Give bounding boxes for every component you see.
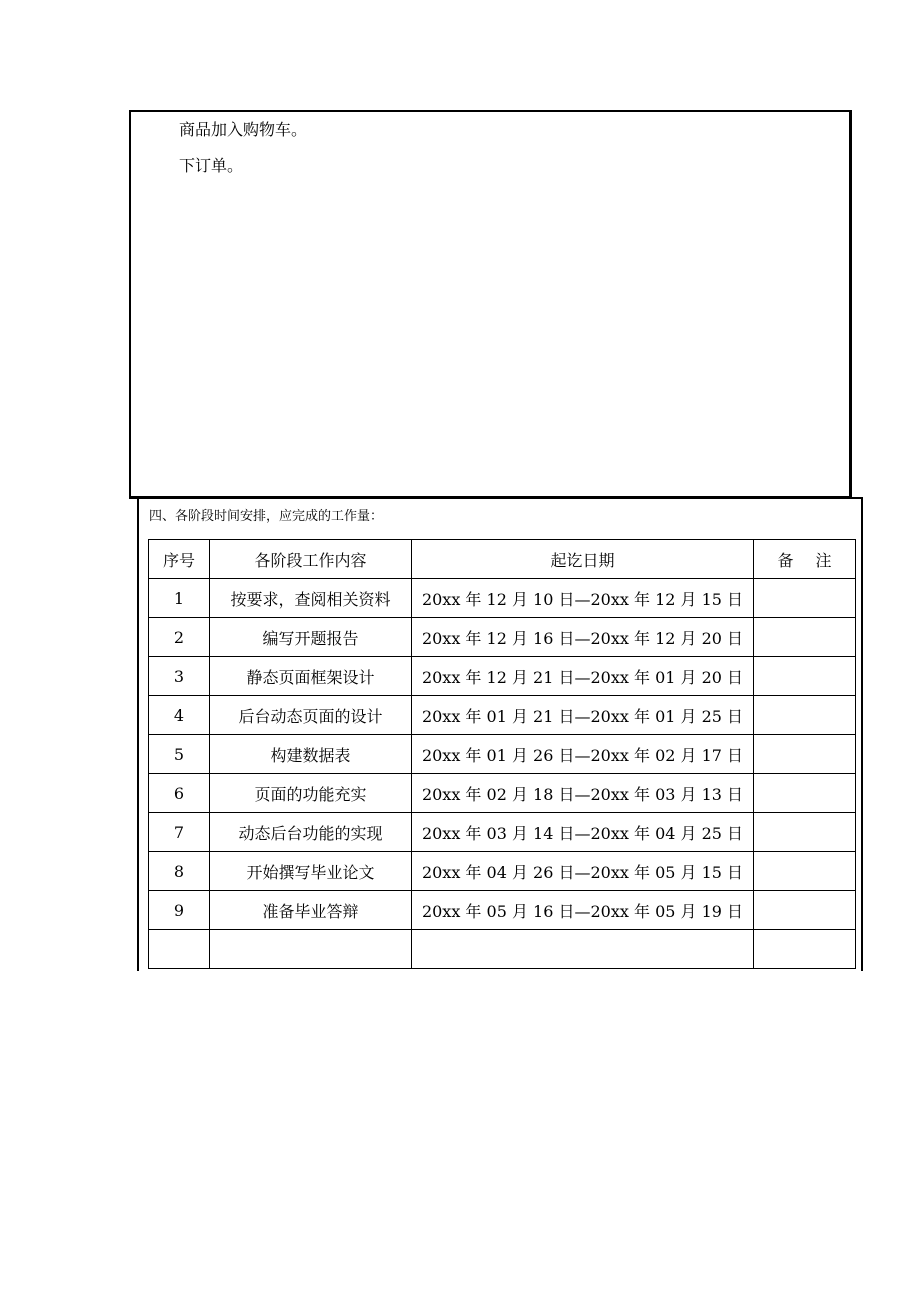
- cell-dates: 20xx 年 12 月 16 日—20xx 年 12 月 20 日: [412, 618, 754, 657]
- cell-dates: 20xx 年 04 月 26 日—20xx 年 05 月 15 日: [412, 852, 754, 891]
- cell-note: [754, 618, 856, 657]
- cell-task: 构建数据表: [210, 735, 412, 774]
- cell-note: [754, 813, 856, 852]
- header-note: 备注: [754, 540, 856, 579]
- content-line: 商品加入购物车。: [179, 120, 308, 139]
- cell-dates: 20xx 年 01 月 21 日—20xx 年 01 月 25 日: [412, 696, 754, 735]
- table-row: [149, 618, 856, 657]
- cell-task: 编写开题报告: [210, 618, 412, 657]
- schedule-section: [137, 497, 863, 971]
- table-row: [149, 696, 856, 735]
- cell-note: [754, 579, 856, 618]
- cell-dates: 20xx 年 05 月 16 日—20xx 年 05 月 19 日: [412, 891, 754, 930]
- table-row: [149, 657, 856, 696]
- table-row: [149, 930, 856, 969]
- cell-dates: [412, 930, 754, 969]
- header-number: 序号: [149, 540, 210, 579]
- cell-note: [754, 696, 856, 735]
- table-row: [149, 891, 856, 930]
- header-task: 各阶段工作内容: [210, 540, 412, 579]
- cell-task: 静态页面框架设计: [210, 657, 412, 696]
- content-line: 下订单。: [179, 156, 244, 175]
- cell-note: [754, 852, 856, 891]
- table-header-row: [149, 540, 856, 579]
- cell-number: 8: [149, 852, 210, 891]
- section-title: 四、各阶段时间安排，应完成的工作量：: [149, 509, 384, 524]
- cell-task: 准备毕业答辩: [210, 891, 412, 930]
- cell-number: [149, 930, 210, 969]
- cell-task: 开始撰写毕业论文: [210, 852, 412, 891]
- cell-task: 后台动态页面的设计: [210, 696, 412, 735]
- cell-note: [754, 891, 856, 930]
- cell-note: [754, 735, 856, 774]
- cell-number: 3: [149, 657, 210, 696]
- table-row: [149, 735, 856, 774]
- table-row: [149, 774, 856, 813]
- cell-number: 7: [149, 813, 210, 852]
- cell-number: 2: [149, 618, 210, 657]
- cell-dates: 20xx 年 03 月 14 日—20xx 年 04 月 25 日: [412, 813, 754, 852]
- cell-number: 9: [149, 891, 210, 930]
- cell-task: 动态后台功能的实现: [210, 813, 412, 852]
- cell-task: 页面的功能充实: [210, 774, 412, 813]
- cell-task: [210, 930, 412, 969]
- cell-number: 5: [149, 735, 210, 774]
- cell-note: [754, 657, 856, 696]
- cell-dates: 20xx 年 02 月 18 日—20xx 年 03 月 13 日: [412, 774, 754, 813]
- table-row: [149, 579, 856, 618]
- cell-number: 6: [149, 774, 210, 813]
- cell-note: [754, 930, 856, 969]
- table-row: [149, 852, 856, 891]
- header-dates: 起讫日期: [412, 540, 754, 579]
- content-box: [129, 110, 852, 499]
- cell-task: 按要求，查阅相关资料: [210, 579, 412, 618]
- cell-number: 1: [149, 579, 210, 618]
- cell-dates: 20xx 年 12 月 10 日—20xx 年 12 月 15 日: [412, 579, 754, 618]
- schedule-table: [148, 539, 856, 969]
- cell-note: [754, 774, 856, 813]
- table-row: [149, 813, 856, 852]
- cell-dates: 20xx 年 12 月 21 日—20xx 年 01 月 20 日: [412, 657, 754, 696]
- cell-dates: 20xx 年 01 月 26 日—20xx 年 02 月 17 日: [412, 735, 754, 774]
- cell-number: 4: [149, 696, 210, 735]
